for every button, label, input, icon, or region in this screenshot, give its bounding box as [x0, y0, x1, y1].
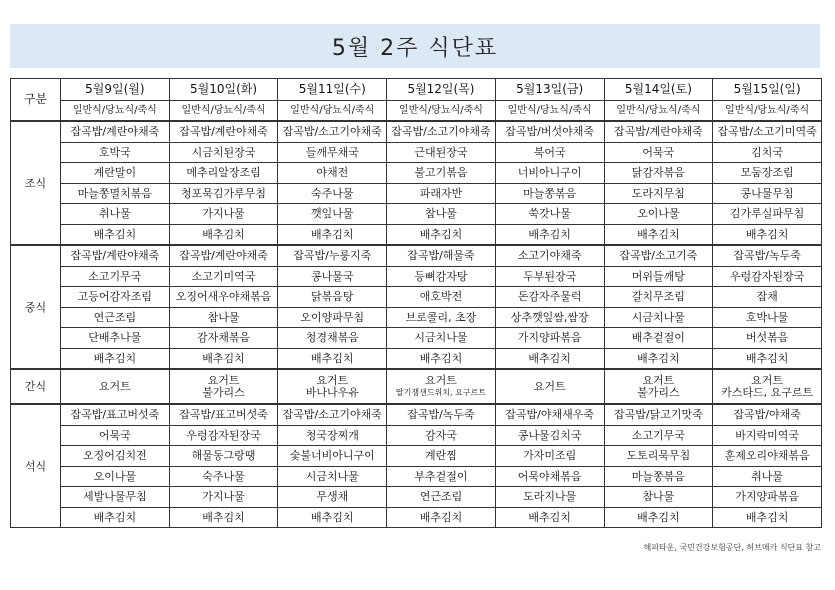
menu-cell: 시금치된장국: [169, 142, 278, 163]
menu-cell: 소고기무국: [61, 266, 170, 287]
menu-cell: 갈치무조림: [604, 287, 713, 308]
menu-cell: 참나물: [387, 204, 496, 225]
menu-cell: 무생채: [278, 487, 387, 508]
menu-cell: 배추김치: [713, 224, 822, 245]
menu-cell: 애호박전: [387, 287, 496, 308]
menu-cell: 콩나물김치국: [495, 425, 604, 446]
menu-cell: 시금치나물: [604, 307, 713, 328]
menu-cell: 잡곡밥/버섯야채죽: [495, 121, 604, 142]
menu-cell: 계란말이: [61, 163, 170, 184]
menu-cell: 콩나물무침: [713, 183, 822, 204]
diet-type-subheader: 일반식/당뇨식/죽식: [61, 101, 170, 122]
diet-type-subheader: 일반식/당뇨식/죽식: [169, 101, 278, 122]
menu-cell: 어묵야채볶음: [495, 466, 604, 487]
header-label: 구분: [11, 79, 61, 122]
menu-cell: 잡곡밥/누룽지죽: [278, 245, 387, 266]
menu-cell: 가지나물: [169, 487, 278, 508]
day-header: 5월13일(금): [495, 79, 604, 101]
snack-cell: [495, 369, 604, 404]
menu-cell: 잡곡밥/소고기야채죽: [278, 404, 387, 425]
menu-cell: 두부된장국: [495, 266, 604, 287]
snack-item: 요거트: [533, 379, 566, 393]
menu-cell: 가지나물: [169, 204, 278, 225]
menu-cell: 청경채볶음: [278, 328, 387, 349]
snack-item: 딸기잼샌드위치, 요구르트: [395, 387, 486, 397]
menu-row: [11, 163, 822, 184]
menu-cell: 잡곡밥/녹두죽: [387, 404, 496, 425]
menu-cell: 어묵국: [61, 425, 170, 446]
meal-category-lunch: 중식: [11, 245, 61, 369]
menu-cell: 연근조림: [61, 307, 170, 328]
menu-cell: 배추김치: [604, 348, 713, 369]
menu-cell: 가지양파볶음: [713, 487, 822, 508]
menu-cell: 시금치나물: [387, 328, 496, 349]
menu-cell: 닭볶음탕: [278, 287, 387, 308]
snack-item: 요거트: [751, 373, 784, 387]
menu-cell: 숙주나물: [278, 183, 387, 204]
menu-cell: 잡곡밥/야채새우죽: [495, 404, 604, 425]
menu-cell: 불고기볶음: [387, 163, 496, 184]
menu-cell: 배추김치: [61, 348, 170, 369]
menu-cell: 훈제오리야채볶음: [713, 446, 822, 467]
snack-item: 요거트: [642, 373, 675, 387]
menu-cell: 오이나물: [604, 204, 713, 225]
menu-cell: 배추김치: [278, 348, 387, 369]
menu-row: [11, 487, 822, 508]
diet-type-subheader: 일반식/당뇨식/죽식: [387, 101, 496, 122]
menu-cell: 배추김치: [495, 224, 604, 245]
menu-cell: 소고기야채죽: [495, 245, 604, 266]
menu-cell: 잡곡밥/닭고기맛죽: [604, 404, 713, 425]
menu-cell: 도라지무침: [604, 183, 713, 204]
diet-type-subheader: 일반식/당뇨식/죽식: [495, 101, 604, 122]
menu-cell: 야채전: [278, 163, 387, 184]
meal-category-breakfast: 조식: [11, 121, 61, 245]
menu-row: [11, 183, 822, 204]
menu-cell: 오징어새우야채볶음: [169, 287, 278, 308]
menu-cell: 브로콜리, 초장: [387, 307, 496, 328]
menu-cell: 잡곡밥/표고버섯죽: [61, 404, 170, 425]
snack-cell: [713, 369, 822, 404]
menu-cell: 우렁감자된장국: [713, 266, 822, 287]
menu-cell: 오징어김치전: [61, 446, 170, 467]
diet-type-subheader: 일반식/당뇨식/죽식: [713, 101, 822, 122]
menu-cell: 부추겉절이: [387, 466, 496, 487]
menu-row: [11, 287, 822, 308]
day-header: 5월12일(목): [387, 79, 496, 101]
snack-item: 요거트: [316, 373, 349, 387]
snack-item: 불가리스: [202, 385, 245, 399]
menu-cell: 취나물: [713, 466, 822, 487]
menu-cell: 잡곡밥/표고버섯죽: [169, 404, 278, 425]
menu-cell: 호박나물: [713, 307, 822, 328]
menu-cell: 잡곡밥/해물죽: [387, 245, 496, 266]
menu-cell: 메추리알장조림: [169, 163, 278, 184]
menu-cell: 호박국: [61, 142, 170, 163]
menu-cell: 소고기무국: [604, 425, 713, 446]
menu-row: [11, 204, 822, 225]
menu-cell: 고등어감자조림: [61, 287, 170, 308]
menu-table: [10, 78, 822, 528]
menu-cell: 닭감자볶음: [604, 163, 713, 184]
menu-cell: 배추김치: [604, 224, 713, 245]
menu-cell: 잡곡밥/소고기야채죽: [278, 121, 387, 142]
menu-row: [11, 224, 822, 245]
menu-cell: 바지락미역국: [713, 425, 822, 446]
menu-cell: 배추김치: [713, 507, 822, 528]
snack-cell: [278, 369, 387, 404]
page-title: [10, 24, 820, 68]
menu-cell: 파래자반: [387, 183, 496, 204]
meal-category-dinner: 석식: [11, 404, 61, 528]
menu-cell: 상추깻잎쌈,쌈장: [495, 307, 604, 328]
menu-cell: 잡곡밥/계란야채죽: [169, 121, 278, 142]
menu-row: [11, 121, 822, 142]
menu-cell: 배추김치: [387, 348, 496, 369]
menu-row: [11, 245, 822, 266]
menu-cell: 등뼈감자탕: [387, 266, 496, 287]
day-header: 5월11일(수): [278, 79, 387, 101]
menu-row: [11, 446, 822, 467]
menu-cell: 잡채: [713, 287, 822, 308]
snack-item: 요거트: [207, 373, 240, 387]
menu-cell: 배추김치: [387, 224, 496, 245]
menu-cell: 배추김치: [61, 224, 170, 245]
menu-cell: 너비아니구이: [495, 163, 604, 184]
menu-cell: 배추김치: [169, 348, 278, 369]
menu-row: [11, 142, 822, 163]
diet-type-subheader: 일반식/당뇨식/죽식: [278, 101, 387, 122]
menu-cell: 숯불너비아니구이: [278, 446, 387, 467]
menu-cell: 북어국: [495, 142, 604, 163]
snack-item: 불가리스: [637, 385, 680, 399]
menu-cell: 오이나물: [61, 466, 170, 487]
menu-cell: 참나물: [169, 307, 278, 328]
menu-cell: 오이양파무침: [278, 307, 387, 328]
menu-cell: 어묵국: [604, 142, 713, 163]
meal-category-snack: 간식: [11, 369, 61, 404]
menu-cell: 잡곡밥/소고기야채죽: [387, 121, 496, 142]
menu-cell: 배추김치: [169, 507, 278, 528]
menu-cell: 머위들깨탕: [604, 266, 713, 287]
menu-cell: 배추김치: [495, 348, 604, 369]
menu-cell: 시금치나물: [278, 466, 387, 487]
snack-cell: [387, 369, 496, 404]
menu-cell: 근대된장국: [387, 142, 496, 163]
day-header: 5월15일(일): [713, 79, 822, 101]
menu-cell: 배추김치: [169, 224, 278, 245]
snack-cell: [604, 369, 713, 404]
menu-cell: 단배추나물: [61, 328, 170, 349]
menu-cell: 배추김치: [61, 507, 170, 528]
menu-cell: 잡곡밥/계란야채죽: [61, 121, 170, 142]
menu-cell: 배추김치: [278, 224, 387, 245]
menu-row: [11, 307, 822, 328]
snack-cell: [61, 369, 170, 404]
menu-row-snack: [11, 369, 822, 404]
menu-cell: 해물동그랑땡: [169, 446, 278, 467]
menu-cell: 마늘쫑볶음: [495, 183, 604, 204]
menu-cell: 계란찜: [387, 446, 496, 467]
menu-cell: 버섯볶음: [713, 328, 822, 349]
menu-cell: 가지양파볶음: [495, 328, 604, 349]
menu-cell: 마늘쫑볶음: [604, 466, 713, 487]
menu-cell: 콩나물국: [278, 266, 387, 287]
menu-cell: 가자미조림: [495, 446, 604, 467]
snack-item: 카스타드, 요구르트: [721, 385, 814, 399]
menu-cell: 배추겉절이: [604, 328, 713, 349]
menu-cell: 청국장찌개: [278, 425, 387, 446]
menu-cell: 청포묵김가루무침: [169, 183, 278, 204]
menu-cell: 배추김치: [495, 507, 604, 528]
menu-row: [11, 425, 822, 446]
day-header: 5월9일(월): [61, 79, 170, 101]
menu-row: [11, 348, 822, 369]
menu-cell: 잡곡밥/계란야채죽: [604, 121, 713, 142]
menu-cell: 쑥갓나물: [495, 204, 604, 225]
day-header: 5월14일(토): [604, 79, 713, 101]
menu-cell: 모둠장조림: [713, 163, 822, 184]
snack-item: 요거트: [425, 373, 457, 387]
source-footnote: 해피타운, 국민건강보험공단, 허브메카 식단표 참고: [643, 543, 821, 552]
menu-cell: 연근조림: [387, 487, 496, 508]
menu-cell: 취나물: [61, 204, 170, 225]
menu-cell: 잡곡밥/녹두죽: [713, 245, 822, 266]
menu-cell: 마늘쫑멸치볶음: [61, 183, 170, 204]
menu-cell: 참나물: [604, 487, 713, 508]
menu-row: [11, 266, 822, 287]
menu-cell: 도토리묵무침: [604, 446, 713, 467]
menu-cell: 들깨무채국: [278, 142, 387, 163]
diet-type-subheader: 일반식/당뇨식/죽식: [604, 101, 713, 122]
title-text: 5월 2주 식단표: [331, 35, 499, 61]
day-header: 5월10일(화): [169, 79, 278, 101]
menu-cell: 감자채볶음: [169, 328, 278, 349]
menu-cell: 잡곡밥/계란야채죽: [169, 245, 278, 266]
menu-cell: 세발나물무침: [61, 487, 170, 508]
menu-cell: 잡곡밥/소고기죽: [604, 245, 713, 266]
snack-item: 요거트: [98, 379, 131, 393]
menu-row: [11, 466, 822, 487]
menu-cell: 숙주나물: [169, 466, 278, 487]
menu-cell: 잡곡밥/계란야채죽: [61, 245, 170, 266]
menu-row: [11, 328, 822, 349]
menu-cell: 배추김치: [604, 507, 713, 528]
menu-cell: 우렁감자된장국: [169, 425, 278, 446]
menu-cell: 소고기미역국: [169, 266, 278, 287]
snack-item: 바나나우유: [305, 385, 359, 399]
menu-cell: 돈감자주물럭: [495, 287, 604, 308]
menu-row: [11, 507, 822, 528]
menu-cell: 도라지나물: [495, 487, 604, 508]
menu-cell: 잡곡밥/야채죽: [713, 404, 822, 425]
menu-cell: 김가루실파무침: [713, 204, 822, 225]
menu-cell: 잡곡밥/소고기미역죽: [713, 121, 822, 142]
snack-cell: [169, 369, 278, 404]
menu-cell: 깻잎나물: [278, 204, 387, 225]
menu-cell: 감자국: [387, 425, 496, 446]
menu-cell: 배추김치: [387, 507, 496, 528]
menu-cell: 배추김치: [713, 348, 822, 369]
menu-cell: 배추김치: [278, 507, 387, 528]
menu-cell: 김치국: [713, 142, 822, 163]
menu-row: [11, 404, 822, 425]
